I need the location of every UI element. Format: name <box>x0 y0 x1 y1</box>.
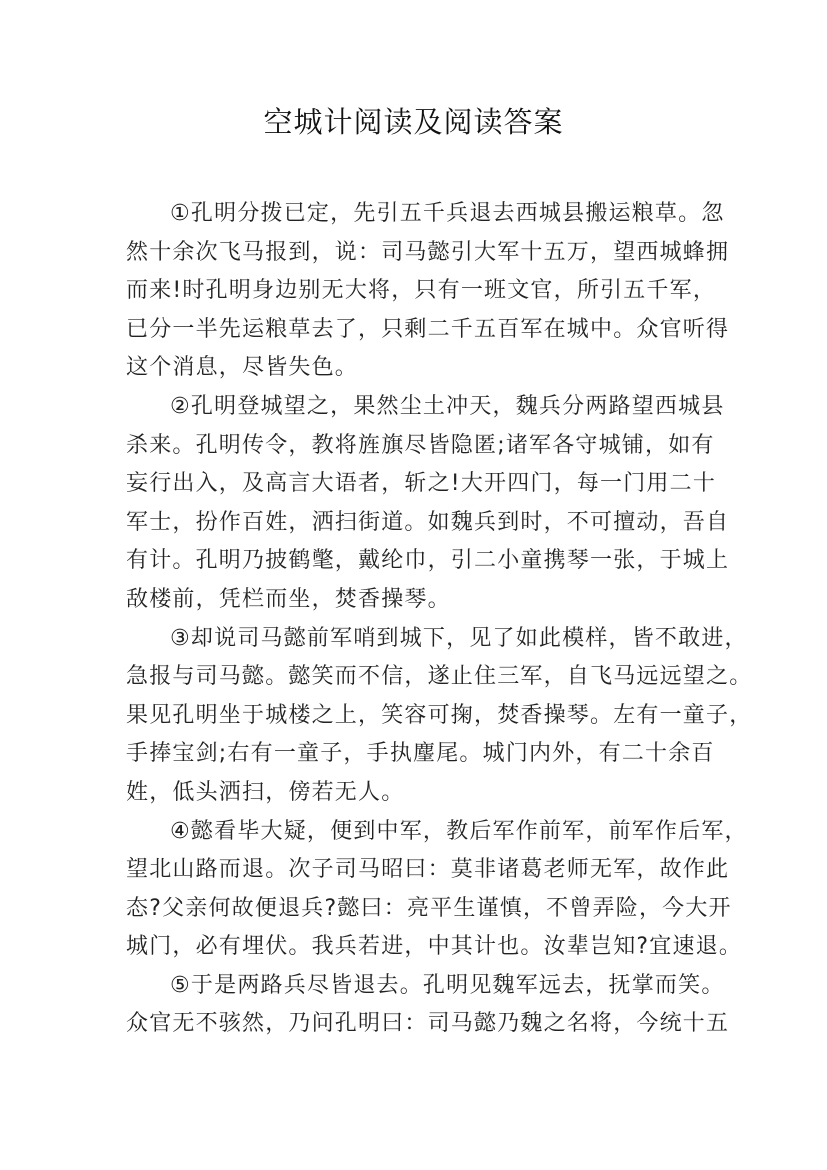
document-body <box>126 195 753 1044</box>
paragraph-4-line-1: ④懿看毕大疑，便到中军，教后军作前军，前军作后军， <box>170 818 748 844</box>
paragraph-1-line-4: 已分一半先运粮草去了，只剩二千五百军在城中。众官听得 <box>126 316 730 342</box>
paragraph-2-line-4: 军士，扮作百姓，洒扫街道。如魏兵到时，不可擅动，吾自 <box>126 509 730 535</box>
document-title: 空城计阅读及阅读答案 <box>263 105 564 139</box>
paragraph-3-line-5: 姓，低头洒扫，傍若无人。 <box>126 779 405 805</box>
paragraph-1-line-3: 而来!时孔明身边别无大将，只有一班文官，所引五千军， <box>126 278 717 304</box>
paragraph-4-line-4: 城门，必有埋伏。我兵若进，中其计也。汝辈岂知?宜速退。 <box>126 934 743 960</box>
paragraph-5-line-2: 众官无不骇然，乃问孔明曰：司马懿乃魏之名将，今统十五 <box>126 1011 730 1037</box>
paragraph-5-line-1: ⑤于是两路兵尽皆退去。孔明见魏军远去，抚掌而笑。 <box>170 972 725 998</box>
paragraph-4-line-2: 望北山路而退。次子司马昭曰：莫非诸葛老师无军，故作此 <box>126 857 730 883</box>
paragraph-3-line-4: 手捧宝剑;右有一童子，手执麈尾。城门内外，有二十余百 <box>126 741 715 767</box>
paragraph-2-line-3: 妄行出入，及高言大语者，斩之!大开四门，每一门用二十 <box>126 471 717 497</box>
paragraph-3-line-1: ③却说司马懿前军哨到城下，见了如此模样，皆不敢进， <box>170 625 748 651</box>
paragraph-2-line-2: 杀来。孔明传令，教将旌旗尽皆隐匿;诸军各守城铺，如有 <box>126 432 715 458</box>
paragraph-1-line-2: 然十余次飞马报到，说：司马懿引大军十五万，望西城蜂拥 <box>126 239 730 265</box>
paragraph-3-line-3: 果见孔明坐于城楼之上，笑容可掬，焚香操琴。左有一童子， <box>126 702 753 728</box>
paragraph-4-line-3: 态?父亲何故便退兵?懿曰：亮平生谨慎，不曾弄险，今大开 <box>126 895 732 921</box>
paragraph-2-line-6: 敌楼前，凭栏而坐，焚香操琴。 <box>126 586 451 612</box>
paragraph-2-line-5: 有计。孔明乃披鹤氅，戴纶巾，引二小童携琴一张，于城上 <box>126 548 730 574</box>
paragraph-1-line-1: ①孔明分拨已定，先引五千兵退去西城县搬运粮草。忽 <box>170 201 725 226</box>
paragraph-3-line-2: 急报与司马懿。懿笑而不信，遂止住三军，自飞马远远望之。 <box>126 664 753 690</box>
paragraph-2-line-1: ②孔明登城望之，果然尘土冲天，魏兵分两路望西城县 <box>170 393 725 419</box>
paragraph-1-line-5: 这个消息，尽皆失色。 <box>126 355 359 381</box>
